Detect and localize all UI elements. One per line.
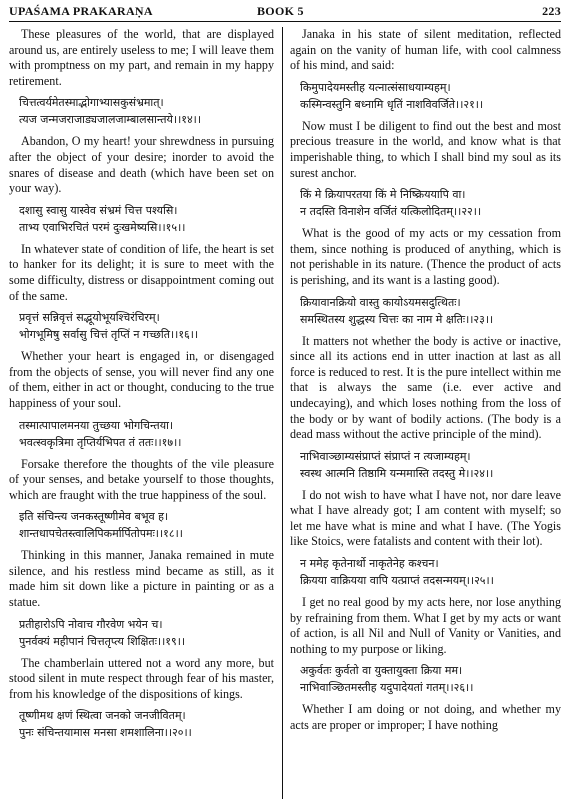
paragraph: Thinking in this manner, Janaka remained in mute silence, and his restless mind became as still, as it made him sit down like a picture in painting or as a statue.: [9, 548, 274, 610]
paragraph: Forsake therefore the thoughts of the vile pleasure of your senses, and betake yourself to those thoughts, which are fraught with the true happiness of the soul.: [9, 456, 274, 502]
sanskrit-verse-line: त्यज जन्मजराजाड्यजालजाम्बालसान्तये।।१४।।: [19, 113, 202, 127]
paragraph: I get no real good by my acts here, nor lose anything by refraining from them. What I get by my acts or want of action, is all Nil and Null of Vanity or Vanities, and nothing to my purpose or liking.: [290, 595, 561, 656]
sanskrit-verse-line: पुनः संचिन्तयामास मनसा शमशालिना।।२०।।: [19, 726, 192, 740]
sanskrit-verse-line: न ममेह कृतेनार्थो नाकृतेनेह कश्चन।: [300, 557, 439, 571]
left-column: [9, 27, 274, 747]
sanskrit-verse-line: कस्मिन्वस्तुनि बध्नामि धृतिं नाशविवर्जिते।।२१।।: [300, 97, 484, 111]
sanskrit-verse-line: दशासु स्वासु यास्वेव संभ्रमं चित्त पश्यसि।: [19, 203, 178, 217]
paragraph: Now must I be diligent to find out the best and most precious treasure in the world, and know what is that imperishable thing, to which I shall bind my soul as its surest anchor.: [290, 118, 561, 180]
paragraph: In whatever state of condition of life, the heart is set to hanker for its delight; it is sure to meet with the some difficulty, distress or disappointment coming out of the same.: [9, 241, 274, 303]
paragraph: It matters not whether the body is active or inactive, since all its actions end in utter inaction at last as all force is reduced to rest. It is the pure intellect within me that is always the same (i.e. ever active and undecaying), and which loses nothing from the loss of the body or by want of bodily actions. (The body is a dead mass without the active principle of the mind).: [290, 333, 561, 442]
right-column: [290, 27, 561, 740]
sanskrit-verse-line: प्रवृत्तं सन्निवृत्तं सद्भूयोभूयश्चिरंचिरम्।: [19, 311, 160, 325]
sanskrit-verse-line: भवत्स्वकृत्रिमा तृप्तिर्यभिपत तं ततः।।१७।।: [19, 435, 182, 449]
header-section-title: UPAŚAMA PRAKARAṆA: [9, 4, 153, 18]
sanskrit-verse-line: प्रतीहारोऽपि नोवाच गौरवेण भयेन च।: [19, 617, 163, 631]
paragraph: Whether your heart is engaged in, or disengaged from the objects of sense, you will never find any one of them, either in act or thought, conducing to the true happiness of your soul.: [9, 349, 274, 410]
running-header: [9, 0, 561, 22]
paragraph: Janaka in his state of silent meditation, reflected again on the vanity of human life, with cool calmness of his mind, and said:: [290, 27, 561, 73]
column-divider: [282, 27, 283, 799]
sanskrit-verse-line: किमुपादेयमस्तीह यत्नात्संसाधयाम्यहम्।: [300, 80, 451, 94]
paragraph: These pleasures of the world, that are displayed around us, are entirely useless to me; I will leave them with promptness on my part, and remain in my happy retirement.: [9, 27, 274, 88]
page-number: 223: [542, 4, 561, 18]
paragraph: The chamberlain uttered not a word any more, but stood silent in mute respect through fear of his master, from his knowledge of the dispositions of kings.: [9, 655, 274, 701]
sanskrit-verse-line: पुनर्वक्यं महीपानं चित्ततृप्त्य शिक्षितः।।१९।।: [19, 634, 186, 648]
sanskrit-verse-line: अकुर्वतः कुर्वतो वा युक्तायुक्ता क्रिया मम।: [300, 664, 463, 678]
sanskrit-verse-line: क्रियावानक्रियो वास्तु कायोऽयमसदुत्थितः।: [300, 295, 461, 309]
sanskrit-verse-line: ताभ्य एवाभिरचितं परमं दुःखमेष्यसि।।१५।।: [19, 220, 186, 234]
sanskrit-verse-line: स्वस्थ आत्मनि तिष्ठामि यन्ममास्ति तदस्तु मे।।२४।।: [300, 466, 494, 480]
sanskrit-verse-line: नाभिवाञ्छाम्यसंप्राप्तं संप्राप्तं न त्यजाम्यहम्।: [300, 449, 471, 463]
sanskrit-verse-line: भोगभूमिषु सर्वासु चित्तं तृप्तिं न गच्छति।।१६।।: [19, 328, 199, 342]
sanskrit-verse-line: किं मे क्रियापरतया किं मे निष्क्रिययापि वा।: [300, 188, 466, 202]
two-column-body: [9, 27, 561, 799]
sanskrit-verse-line: नाभिवाञ्छितमस्तीह यदुपादेयतां गतम्।।२६।।: [300, 681, 474, 695]
sanskrit-verse-line: तस्मात्पापालमनया तुच्छया भोगचिन्तया।: [19, 418, 174, 432]
sanskrit-verse-line: तूष्णीमथ क्षणं स्थित्वा जनको जनजीवितम्।: [19, 709, 186, 723]
sanskrit-verse-line: न तदस्ति विनाशेन वर्जितं यत्किलोदितम्।।२२।।: [300, 205, 482, 219]
sanskrit-verse-line: समस्थितस्य शुद्धस्य चित्तः का नाम मे क्षतिः।।२३।।: [300, 312, 494, 326]
paragraph: What is the good of my acts or my cessation from them, since nothing is produced of anything, which is not perishable in its nature. (Thence the product of acts is perishing, and its want is a lasting good).: [290, 226, 561, 287]
sanskrit-verse-line: क्रियया वाक्रियया वापि यत्प्राप्तं तदसन्मयम्।।२५।।: [300, 574, 494, 588]
sanskrit-verse-line: चित्तत्वर्यमेतस्माद्भोगाभ्यासकुसंभ्रमात्।: [19, 96, 164, 110]
paragraph: I do not wish to have what I have not, nor dare leave what I have already got; I am content with myself; so let me have what is mine and what I have. (The Yogis like Stoics, were fatalists and content with their lot).: [290, 487, 561, 549]
sanskrit-verse-line: इति संचिन्त्य जनकस्तूष्णीमेव बभूव ह।: [19, 510, 169, 524]
sanskrit-verse-line: शान्तधापचेतस्त्वालिपिकर्मार्पितोपमः।।१८।।: [19, 527, 183, 541]
paragraph: Whether I am doing or not doing, and whether my acts are proper or improper; I have nothing: [290, 702, 561, 733]
header-book-label: BOOK 5: [257, 4, 304, 18]
paragraph: Abandon, O my heart! your shrewdness in pursuing after the object of your desire; inorder to avoid the snares of disease and death (which have been set on your way).: [9, 134, 274, 196]
